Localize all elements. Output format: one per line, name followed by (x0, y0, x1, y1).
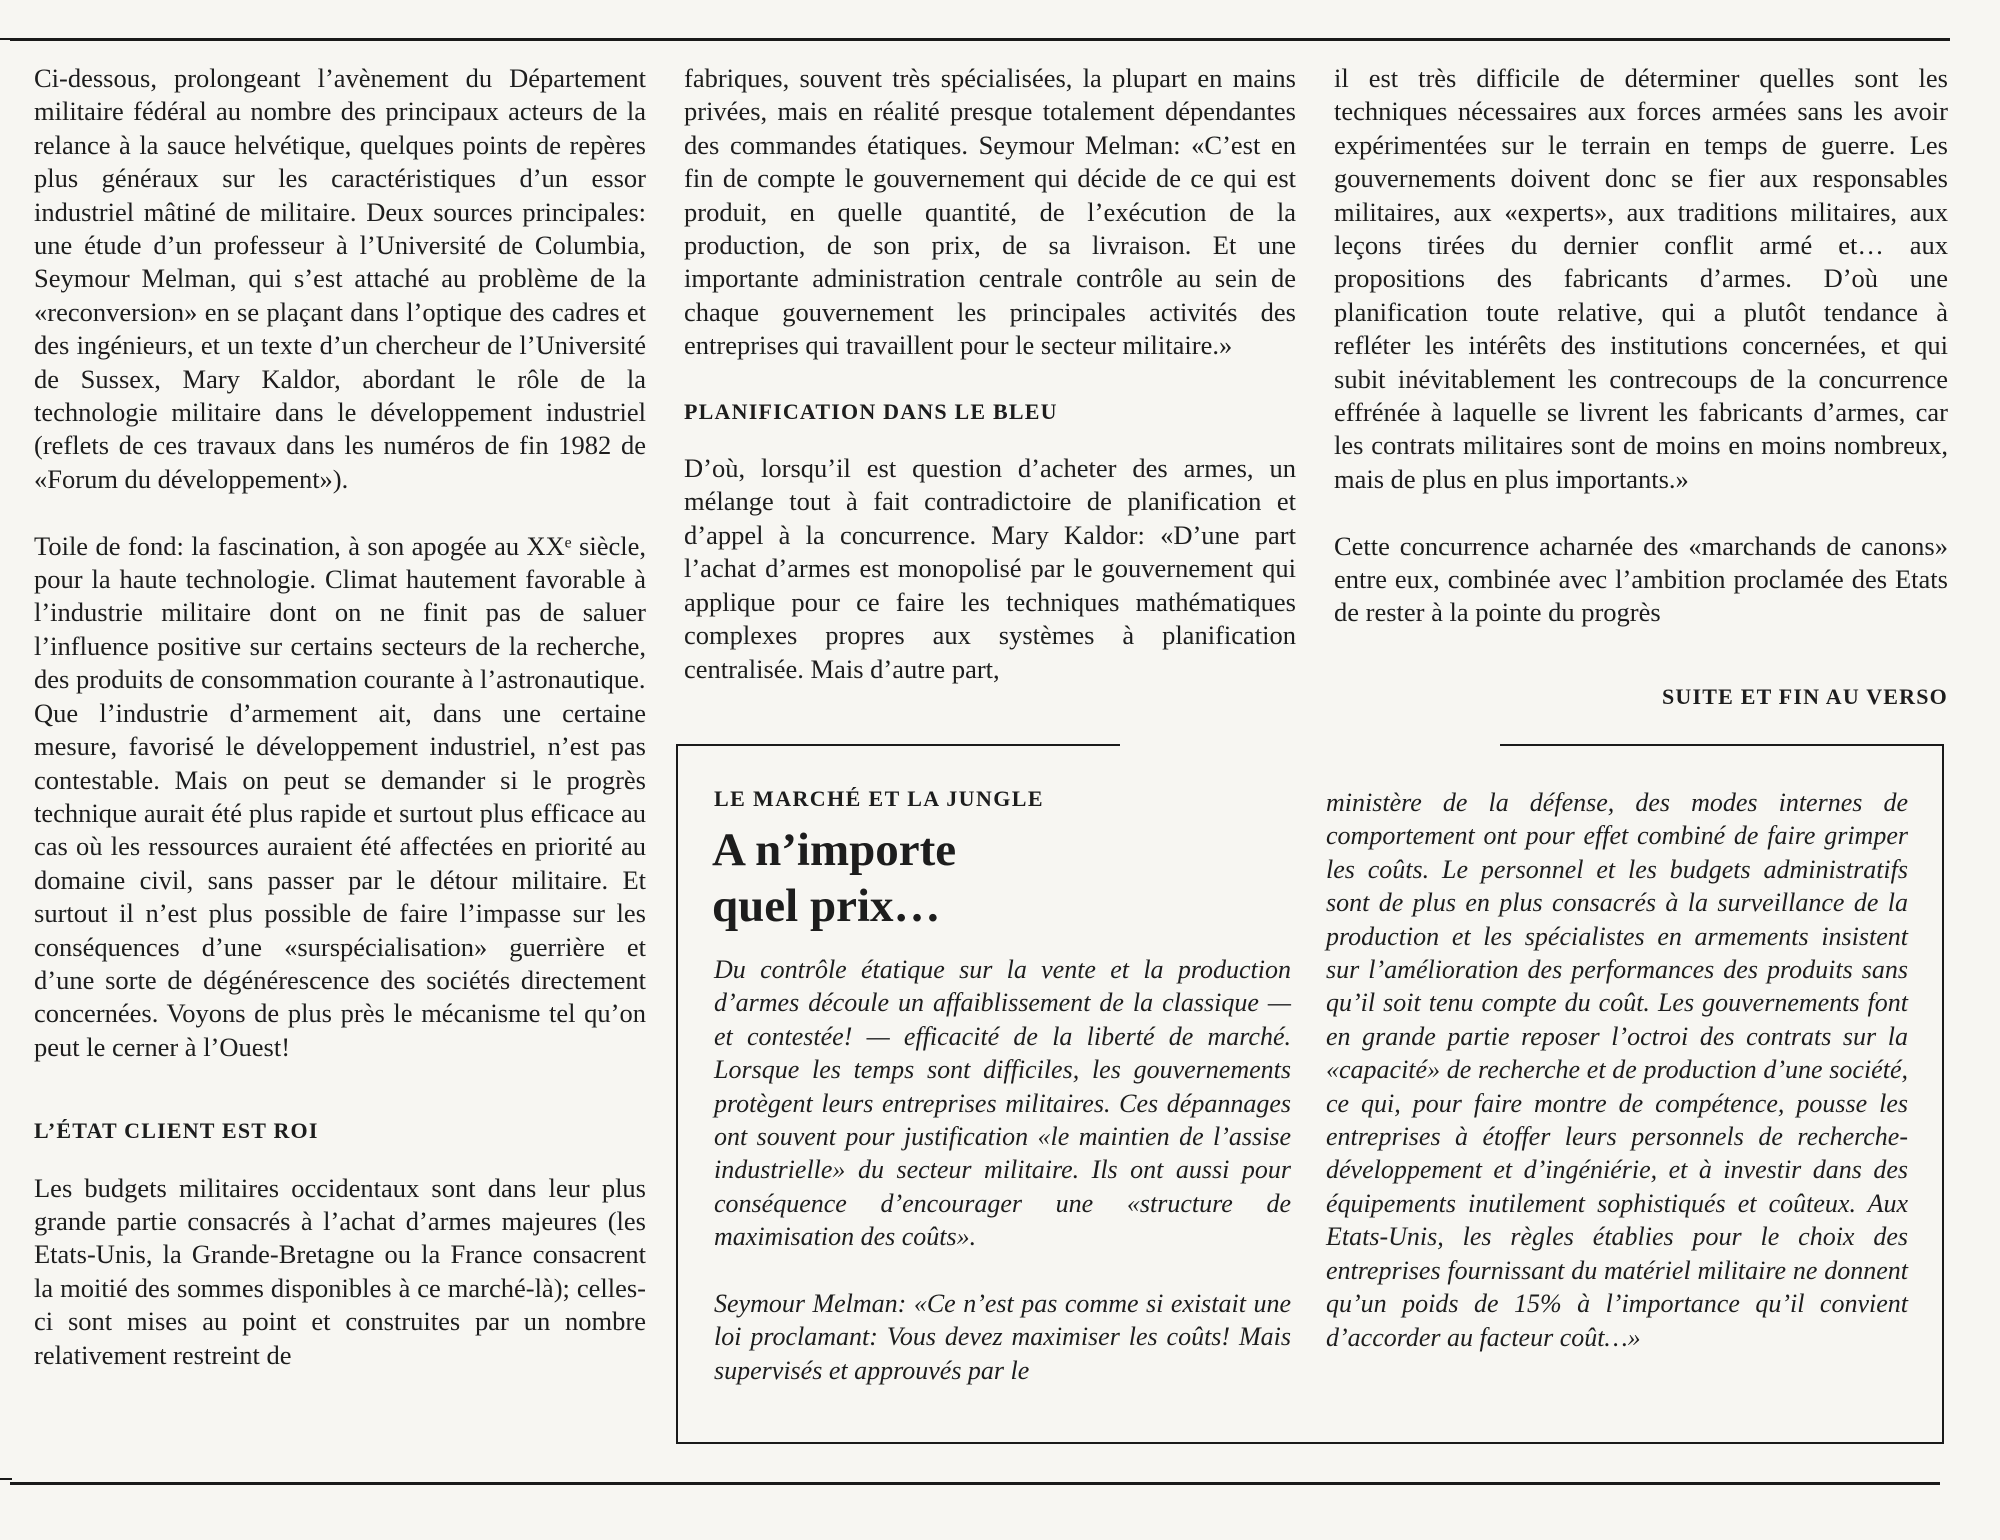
background-paragraph: Toile de fond: la fascination, à son apogée au XXᵉ siècle, pour la haute technologie. Climat hautement favorable à l’industrie militaire dont on ne finit pas de saluer l’influence positive sur certains secteurs de la recherche, des produits de consommation courante à l’astronautique. (34, 530, 646, 695)
sidebar-box-top-rule-right (1500, 744, 1944, 746)
planification-paragraph: D’où, lorsqu’il est question d’acheter des armes, un mélange tout à fait contradictoire de planification et d’appel à la concurrence. Mary Kaldor: «D’une part l’achat d’armes est monopolisé par le gouvernement qui applique pour ce faire les techniques mathématiques complexes propres aux systèmes à planification centralisée. Mais d’autre part, (684, 453, 1296, 684)
concurrence-paragraph: Cette concurrence acharnée des «marchands de canons» entre eux, combinée avec l’ambition proclamée des Etats de rester à la pointe du progrès (1334, 530, 1948, 628)
section-heading-planification: PLANIFICATION DANS LE BLEU (684, 398, 1058, 424)
continuation-note: SUITE ET FIN AU VERSO (1661, 684, 1948, 709)
sidebar-paragraph-melman: Seymour Melman: «Ce n’est pas comme si existait une loi proclamant: Vous devez maximiser les coûts! Mais supervisés et approuvés par le (714, 1289, 1291, 1385)
bottom-left-tick (0, 1478, 12, 1480)
sidebar-column-right (1326, 786, 1908, 1354)
fabriques-paragraph: fabriques, souvent très spécialisées, la plupart en mains privées, mais en réalité presque totalement dépendantes des commandes étatiques. Seymour Melman: «C’est en fin de compte le gouvernement qui décide de ce qui est produit, en quelle quantité, de l’exécution de la production, de son prix, de sa livraison. Et une importante administration centrale contrôle au sein de chaque gouvernement les principales activités des entreprises qui travaillent pour le secteur militaire.» (684, 63, 1296, 361)
article-column-1 (34, 62, 646, 1372)
sidebar-box-top-rule-left (676, 744, 1120, 746)
article-column-3 (1334, 62, 1948, 630)
intro-paragraph: Ci-dessous, prolongeant l’avènement du Département militaire fédéral au nombre des principaux acteurs de la relance à la sauce helvétique, quelques points de repères plus généraux sur les caractéristiques d’un essor industriel mâtiné de militaire. Deux sources principales: une étude d’un professeur à l’Université de Columbia, Seymour Melman, qui s’est attaché au problème de la «reconversion» en se plaçant dans l’optique des cadres et des ingénieurs, et un texte d’un chercheur de l’Université de Sussex, Mary Kaldor, abordant le rôle de la technologie militaire dans le développement industriel (reflets de ces travaux dans les numéros de fin 1982 de «Forum du développement»). (34, 63, 646, 494)
sidebar-title-line-2: quel prix… (712, 880, 941, 932)
article-column-2 (684, 62, 1296, 686)
budgets-paragraph: Les budgets militaires occidentaux sont dans leur plus grande partie consacrés à l’achat d’armes majeures (les Etats-Unis, la Grande-Bretagne ou la France consacrent la moitié des sommes disponibles à ce marché-là); celles-ci sont mises au point et construites par un nombre relativement restreint de (34, 1172, 646, 1370)
sidebar-paragraph-controle: Du contrôle étatique sur la vente et la production d’armes découle un affaiblissement de la classique — et contestée! — efficacité de la liberté de marché. Lorsque les temps sont difficiles, les gouvernements protègent leurs entreprises militaires. Ces dépannages ont souvent pour justification «le maintien de l’assise industrielle» du secteur militaire. Ils ont aussi pour conséquence d’encourager une «structure de maximisation des coûts». (714, 955, 1291, 1252)
sidebar-title-line-1: A n’importe (712, 824, 957, 876)
sidebar-title (712, 822, 1272, 934)
section-heading-etat-client: L’ÉTAT CLIENT EST ROI (34, 1118, 319, 1144)
sidebar-kicker: LE MARCHÉ ET LA JUNGLE (714, 786, 1044, 811)
techniques-paragraph: il est très difficile de déterminer quelles sont les techniques nécessaires aux forces armées sans les avoir expérimentées sur le terrain en temps de guerre. Les gouvernements doivent donc se fier aux responsables militaires, aux «experts», aux traditions militaires, aux leçons tirées du dernier conflit armé et… aux propositions des fabricants d’armes. D’où une planification toute relative, qui a plutôt tendance à refléter les intérêts des institutions concernées, et qui subit inévitablement les contrecoups de la concurrence effrénée à laquelle se livrent les fabricants d’armes, car les contrats militaires sont de moins en moins nombreux, mais de plus en plus importants.» (1334, 63, 1948, 494)
sidebar-column-left (714, 953, 1291, 1387)
industry-paragraph: Que l’industrie d’armement ait, dans une certaine mesure, favorisé le développement industriel, n’est pas contestable. Mais on peut se demander si le progrès technique aurait été plus rapide et surtout plus efficace au cas où les ressources auraient été affectées en priorité au domaine civil, sans passer par le détour militaire. Et surtout il n’est plus possible de faire l’impasse sur les conséquences d’une «surspécialisation» guerrière et d’une sorte de dégénérescence des sociétés directement concernées. Voyons de plus près le mécanisme tel qu’on peut le cerner à l’Ouest! (34, 697, 646, 1062)
top-left-tick (0, 38, 12, 40)
bottom-rule (10, 1482, 1940, 1485)
sidebar-paragraph-ministere: ministère de la défense, des modes internes de comportement ont pour effet combiné de faire grimper les coûts. Le personnel et les budgets administratifs sont de plus en plus consacrés à la surveillance de la production et les spécialistes en armements insistent sur l’amélioration des performances des produits sans qu’il soit tenu compte du coût. Les gouvernements font en grande partie reposer l’octroi des contrats sur la «capacité» de recherche et de production d’une société, ce qui, pour faire montre de compétence, pousse les entreprises à étoffer leurs personnels de recherche-développement et d’ingéniérie, et à investir dans des équipements inutilement sophistiqués et coûteux. Aux Etats-Unis, les règles établies pour le choix des entreprises fournissant du matériel militaire ne donnent qu’un poids de 15% à l’importance qu’il convient d’accorder au facteur coût…» (1326, 788, 1908, 1352)
top-rule (10, 38, 1950, 41)
